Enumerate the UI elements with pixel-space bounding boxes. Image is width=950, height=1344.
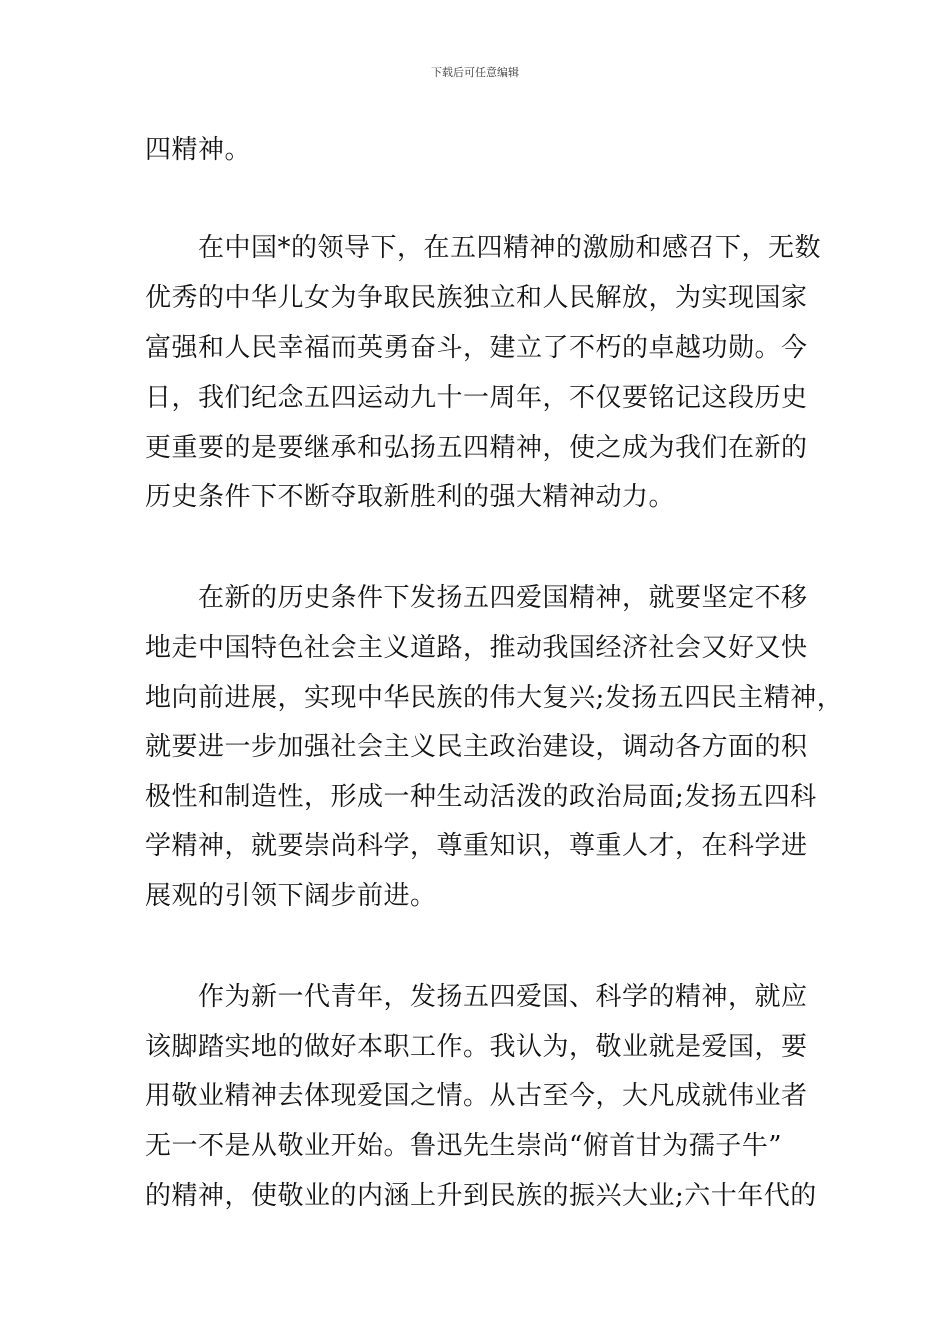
text-line: 的精神，使敬业的内涵上升到民族的振兴大业;六十年代的 xyxy=(145,1181,817,1211)
text-line: 极性和制造性，形成一种生动活泼的政治局面;发扬五四科 xyxy=(145,782,817,812)
text-line: 用敬业精神去体现爱国之情。从古至今，大凡成就伟业者 xyxy=(145,1081,808,1111)
text-line: 更重要的是要继承和弘扬五四精神，使之成为我们在新的 xyxy=(145,433,808,463)
paragraph-first-line: 在中国*的领导下，在五四精神的激励和感召下，无数 xyxy=(198,233,822,263)
text-line: 历史条件下不断夺取新胜利的强大精神动力。 xyxy=(145,482,676,512)
text-line: 优秀的中华儿女为争取民族独立和人民解放，为实现国家 xyxy=(145,283,808,313)
page-header: 下载后可任意编辑 xyxy=(431,66,519,79)
text-line: 富强和人民幸福而英勇奋斗，建立了不朽的卓越功勋。今 xyxy=(145,333,808,363)
text-line: 无一不是从敬业开始。鲁迅先生崇尚“俯首甘为孺子牛” xyxy=(145,1131,783,1161)
text-line: 地向前进展，实现中华民族的伟大复兴;发扬五四民主精神， xyxy=(145,683,844,713)
text-line: 该脚踏实地的做好本职工作。我认为，敬业就是爱国，要 xyxy=(145,1032,808,1062)
paragraph-first-line: 在新的历史条件下发扬五四爱国精神，就要坚定不移 xyxy=(198,583,808,613)
paragraph-first-line: 作为新一代青年，发扬五四爱国、科学的精神，就应 xyxy=(198,982,808,1012)
text-line: 四精神。 xyxy=(145,135,252,165)
text-line: 展观的引领下阔步前进。 xyxy=(145,881,437,911)
text-line: 日，我们纪念五四运动九十一周年，不仅要铭记这段历史 xyxy=(145,383,808,413)
text-line: 学精神，就要崇尚科学，尊重知识，尊重人才，在科学进 xyxy=(145,831,808,861)
text-line: 就要进一步加强社会主义民主政治建设，调动各方面的积 xyxy=(145,732,808,762)
text-line: 地走中国特色社会主义道路，推动我国经济社会又好又快 xyxy=(145,633,808,663)
